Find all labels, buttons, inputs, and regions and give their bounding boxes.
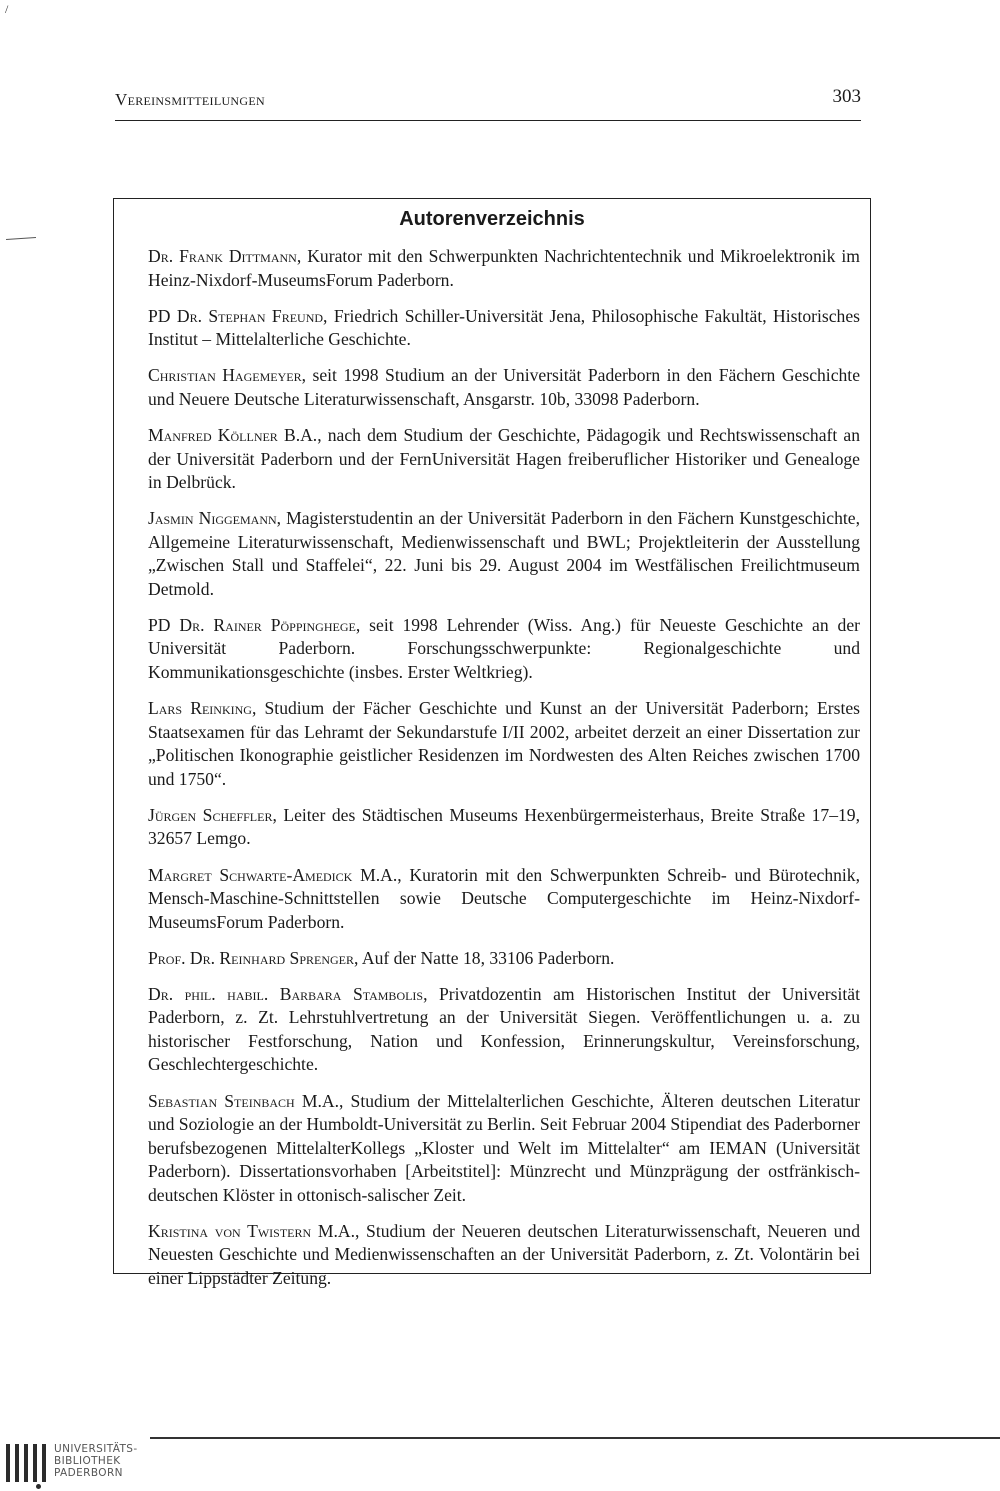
author-description: , Magisterstudentin an der Universität Paderborn in den Fächern Kunstgeschichte, Allgemeine Literaturwissenschaft, Medienwissenschaft und BWL; Projektleiterin der Ausstellung „Zwischen Stall und Staffelei“, 22. Juni bis 29. August 2004 im Westfälischen Freilichtmuseum Detmold. <box>148 508 860 599</box>
author-name: Dr. Frank Dittmann <box>148 246 297 266</box>
author-description: M.A., Studium der Mittelalterlichen Geschichte, Älteren deutschen Literatur und Soziologie an der Humboldt-Universität zu Berlin. Seit Februar 2004 Stipendiat des Paderborner berufsbezogenen MittelalterKollegs „Kloster und Welt im Mittelalter“ am IEMAN (Universität Paderborn). Dissertationsvorhaben [Arbeitstitel]: Münzrecht und Münzprägung der ostfränkisch-deutschen Klöster in ottonisch-salischer Zeit. <box>148 1090 860 1205</box>
library-logo-text <box>54 1443 138 1479</box>
author-name: PD Dr. Stephan Freund <box>148 305 324 326</box>
author-description: , Kurator mit den Schwerpunkten Nachrichtentechnik und Mikroelektronik im Heinz-Nixdorf-MuseumsForum Paderborn. <box>148 246 860 290</box>
author-description: , seit 1998 Lehrender (Wiss. Ang.) für Neueste Geschichte an der Universität Paderborn. Forschungsschwerpunkte: Regionalgeschichte und Kommunikationsgeschichte (insbes. Erster Weltkrieg). <box>148 614 860 682</box>
author-description: B.A., nach dem Studium der Geschichte, Pädagogik und Rechtswissenschaft an der Universität Paderborn und der FernUniversität Hagen freiberuflicher Historiker und Genealoge in Delbrück. <box>148 425 860 493</box>
box-title: Autorenverzeichnis <box>399 208 585 230</box>
author-description: , Privatdozentin am Historischen Institut der Universität Paderborn, z. Zt. Lehrstuhlvertretung an der Universität Siegen. Veröffentlichungen u. a. zu historischer Festforschung, Nation und Konfession, Erinnerungskultur, Vereinsforschung, Geschlechtergeschichte. <box>148 983 860 1075</box>
logo-dot <box>36 1484 41 1489</box>
author-description: M.A., Studium der Neueren deutschen Literaturwissenschaft, Neueren und Neuesten Geschichte und Medienwissenschaften an der Universität Paderborn, z. Zt. Volontärin bei einer Lippstädter Zeitung. <box>148 1220 860 1288</box>
author-name: Jürgen Scheffler <box>148 804 273 825</box>
author-description: M.A., Kuratorin mit den Schwerpunkten Schreib- und Bürotechnik, Mensch-Maschine-Schnittstellen sowie Deutsche Computergeschichte im Heinz-Nixdorf-MuseumsForum Paderborn. <box>148 864 860 932</box>
author-entry <box>148 983 860 1077</box>
author-name: Christian Hagemeyer <box>148 365 302 386</box>
author-name: Manfred Köllner <box>148 425 278 446</box>
scan-mark: / <box>5 2 9 16</box>
author-entry <box>148 305 860 352</box>
author-entry <box>148 614 860 685</box>
logo-line: UNIVERSITÄTS- <box>54 1443 138 1455</box>
logo-line: BIBLIOTHEK <box>54 1455 121 1467</box>
author-entries <box>148 245 860 1303</box>
author-description: , Auf der Natte 18, 33106 Paderborn. <box>354 947 615 968</box>
author-entry <box>148 947 860 971</box>
author-name: Prof. Dr. Reinhard Sprenger <box>148 947 355 968</box>
author-entry <box>148 1090 860 1208</box>
author-name: PD Dr. Rainer Pöppinghege <box>148 614 356 635</box>
author-entry <box>148 364 860 411</box>
running-header <box>115 86 861 121</box>
author-name: Lars Reinking <box>148 698 252 719</box>
author-entry <box>148 697 860 791</box>
author-description: , Studium der Fächer Geschichte und Kunst an der Universität Paderborn; Erstes Staatsexamen für das Lehramt der Sekundarstufe I/II 2002, arbeitet derzeit an einer Dissertation zur „Politischen Ikonographie geistlicher Residenzen im Nordwesten des Alten Reiches zwischen 1700 und 1750“. <box>148 698 860 789</box>
author-description: , seit 1998 Studium an der Universität Paderborn in den Fächern Geschichte und Neuere Deutsche Literaturwissenschaft, Ansgarstr. 10b, 33098 Paderborn. <box>148 365 860 409</box>
author-index-box <box>113 198 871 1288</box>
running-title: Vereinsmitteilungen <box>115 90 265 109</box>
author-entry <box>148 864 860 935</box>
author-name: Dr. phil. habil. Barbara Stambolis <box>148 983 424 1004</box>
author-entry <box>148 245 860 292</box>
author-name: Sebastian Steinbach <box>148 1090 295 1111</box>
logo-line: PADERBORN <box>54 1467 123 1479</box>
author-description: , Leiter des Städtischen Museums Hexenbürgermeisterhaus, Breite Straße 17–19, 32657 Lemgo. <box>148 804 861 849</box>
library-logo <box>0 1436 160 1491</box>
author-entry <box>148 804 860 851</box>
author-description: , Friedrich Schiller-Universität Jena, Philosophische Fakultät, Historisches Institut – Mittelalterliche Geschichte. <box>148 305 860 350</box>
footer-rule <box>150 1437 1000 1439</box>
author-entry <box>148 1220 860 1291</box>
author-entry <box>148 507 860 601</box>
author-name: Jasmin Niggemann <box>148 508 277 529</box>
page-number: 303 <box>832 86 861 107</box>
author-entry <box>148 424 860 495</box>
margin-mark <box>6 237 36 240</box>
author-name: Kristina von Twistern <box>148 1220 312 1241</box>
author-name: Margret Schwarte-Amedick <box>148 864 353 885</box>
